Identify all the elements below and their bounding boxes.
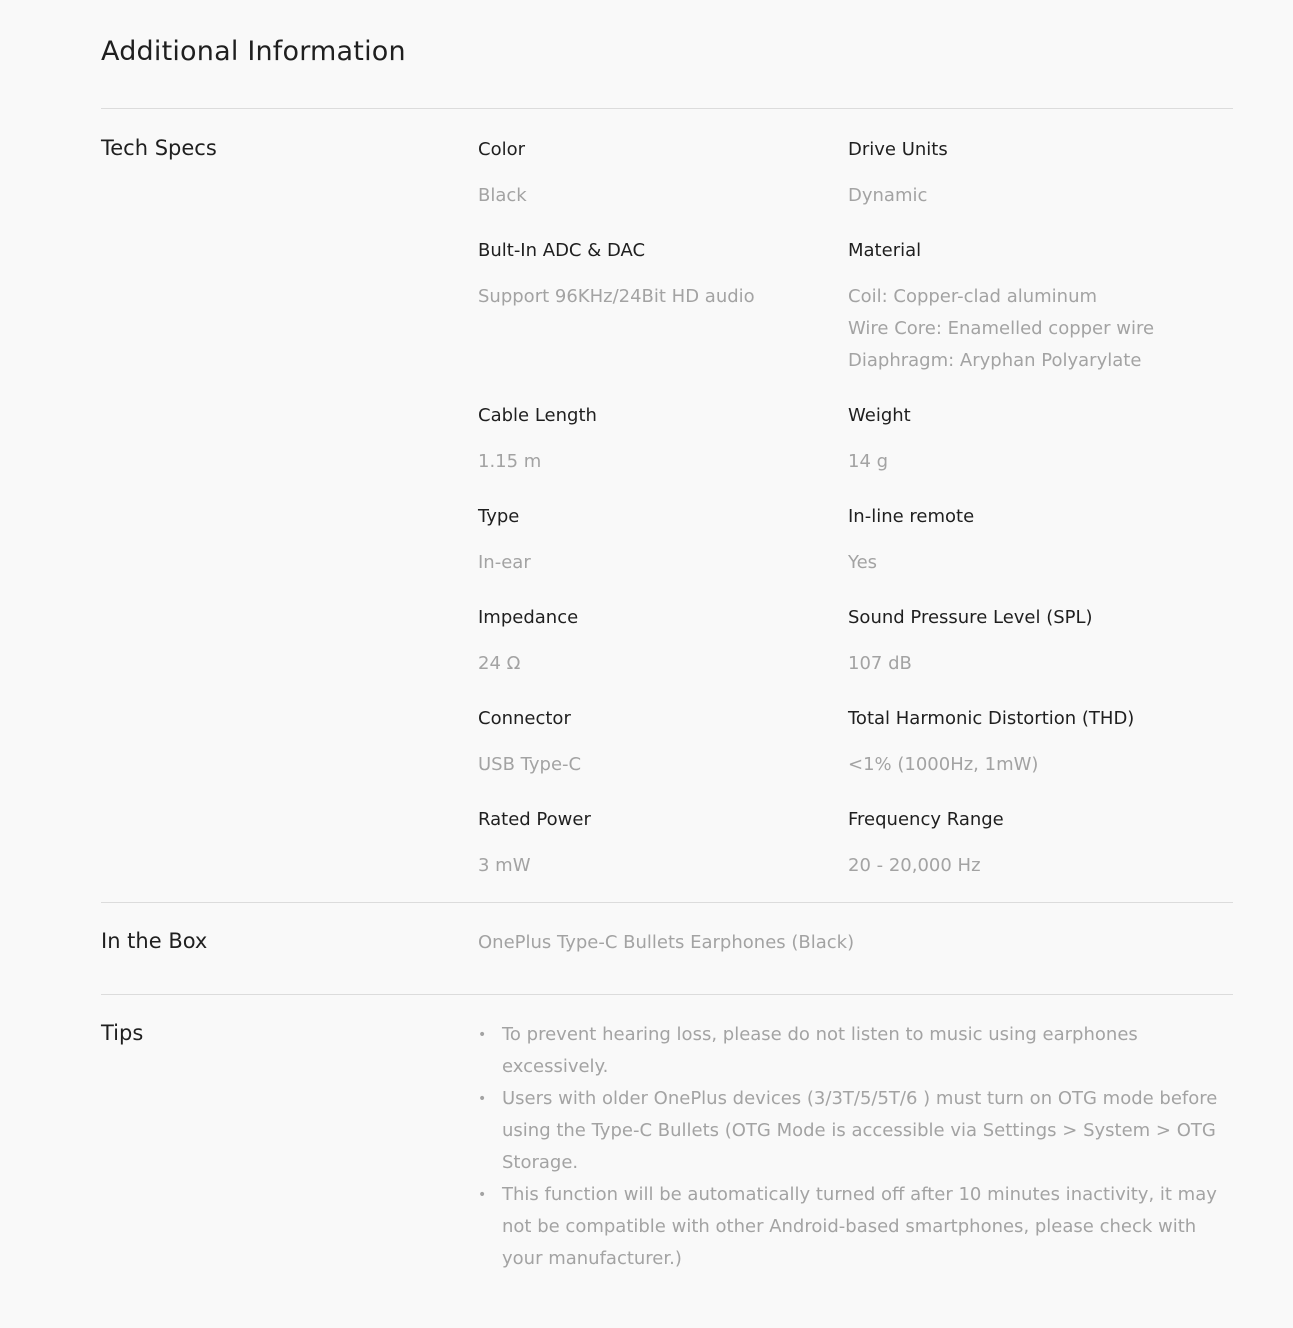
spec-value <box>478 749 848 781</box>
spec-label: In-line remote <box>848 506 975 527</box>
spec-label: Type <box>478 506 520 527</box>
spec-row <box>478 705 1233 806</box>
spec-value-line: 1.15 m <box>478 451 542 472</box>
spec-row <box>478 806 1233 907</box>
spec-item <box>848 503 1233 604</box>
spec-value <box>478 281 848 313</box>
bullet-icon: • <box>478 1091 487 1107</box>
spec-row <box>478 402 1233 503</box>
spec-value-line: 20 - 20,000 Hz <box>848 855 981 876</box>
spec-item <box>478 705 848 806</box>
spec-item <box>848 402 1233 503</box>
spec-item <box>848 604 1233 705</box>
spec-label: Bult-In ADC & DAC <box>478 240 646 261</box>
tip-item <box>478 1019 1218 1083</box>
tip-item <box>478 1083 1218 1179</box>
tip-item <box>478 1179 1218 1275</box>
spec-item <box>478 806 848 907</box>
spec-item <box>478 237 848 402</box>
in-the-box-title: In the Box <box>101 929 208 953</box>
spec-value <box>478 446 848 478</box>
spec-value-line: 14 g <box>848 451 889 472</box>
spec-label: Rated Power <box>478 809 591 830</box>
spec-label: Drive Units <box>848 139 948 160</box>
bullet-icon: • <box>478 1027 487 1043</box>
spec-label: Cable Length <box>478 405 597 426</box>
spec-value <box>478 850 848 882</box>
tip-text: Users with older OnePlus devices (3/3T/5/5T/6 ) must turn on OTG mode before using the Type-C Bullets (OTG Mode is accessible via Settings > System > OTG Storage. <box>502 1088 1218 1173</box>
page-title: Additional Information <box>101 36 406 67</box>
spec-value <box>848 446 1233 478</box>
spec-value <box>848 547 1233 579</box>
spec-value-line: In-ear <box>478 552 531 573</box>
divider-tech-specs <box>101 902 1233 903</box>
spec-value-line: Yes <box>848 552 878 573</box>
spec-value-line: 3 mW <box>478 855 531 876</box>
spec-item <box>478 136 848 237</box>
spec-item <box>478 604 848 705</box>
in-the-box-content: OnePlus Type-C Bullets Earphones (Black) <box>478 932 855 953</box>
divider-in-the-box <box>101 994 1233 995</box>
spec-item <box>848 806 1233 907</box>
tech-specs-grid <box>478 136 1233 907</box>
spec-value-line: Support 96KHz/24Bit HD audio <box>478 286 755 307</box>
tips-list <box>478 1019 1218 1275</box>
spec-label: Frequency Range <box>848 809 1004 830</box>
spec-value-line: Black <box>478 185 527 206</box>
spec-label: Weight <box>848 405 911 426</box>
tip-text: This function will be automatically turned off after 10 minutes inactivity, it may not be compatible with other Android-based smartphones, please check with your manufacturer.) <box>502 1184 1217 1269</box>
spec-row <box>478 237 1233 402</box>
spec-value-line: <1% (1000Hz, 1mW) <box>848 754 1039 775</box>
spec-value-line: Diaphragm: Aryphan Polyarylate <box>848 350 1142 371</box>
spec-value <box>848 648 1233 680</box>
spec-value-line: USB Type-C <box>478 754 582 775</box>
spec-value <box>478 180 848 212</box>
spec-item <box>848 136 1233 237</box>
spec-value <box>848 281 1233 377</box>
divider-top <box>101 108 1233 109</box>
spec-value-line: 24 Ω <box>478 653 521 674</box>
spec-value-line: Wire Core: Enamelled copper wire <box>848 318 1155 339</box>
spec-label: Color <box>478 139 525 160</box>
spec-label: Impedance <box>478 607 579 628</box>
spec-label: Sound Pressure Level (SPL) <box>848 607 1093 628</box>
tip-text: To prevent hearing loss, please do not listen to music using earphones excessively. <box>502 1024 1138 1077</box>
spec-value <box>848 180 1233 212</box>
spec-row <box>478 136 1233 237</box>
spec-item <box>848 705 1233 806</box>
spec-value-line: Coil: Copper-clad aluminum <box>848 286 1098 307</box>
spec-row <box>478 503 1233 604</box>
spec-label: Total Harmonic Distortion (THD) <box>848 708 1135 729</box>
spec-value <box>478 648 848 680</box>
spec-value-line: 107 dB <box>848 653 912 674</box>
spec-item <box>848 237 1233 402</box>
tech-specs-title: Tech Specs <box>101 136 217 160</box>
spec-item <box>478 402 848 503</box>
spec-value <box>848 749 1233 781</box>
spec-label: Material <box>848 240 922 261</box>
spec-value <box>478 547 848 579</box>
spec-value <box>848 850 1233 882</box>
spec-value-line: Dynamic <box>848 185 928 206</box>
bullet-icon: • <box>478 1187 487 1203</box>
spec-item <box>478 503 848 604</box>
tips-title: Tips <box>101 1021 144 1045</box>
spec-row <box>478 604 1233 705</box>
spec-label: Connector <box>478 708 571 729</box>
